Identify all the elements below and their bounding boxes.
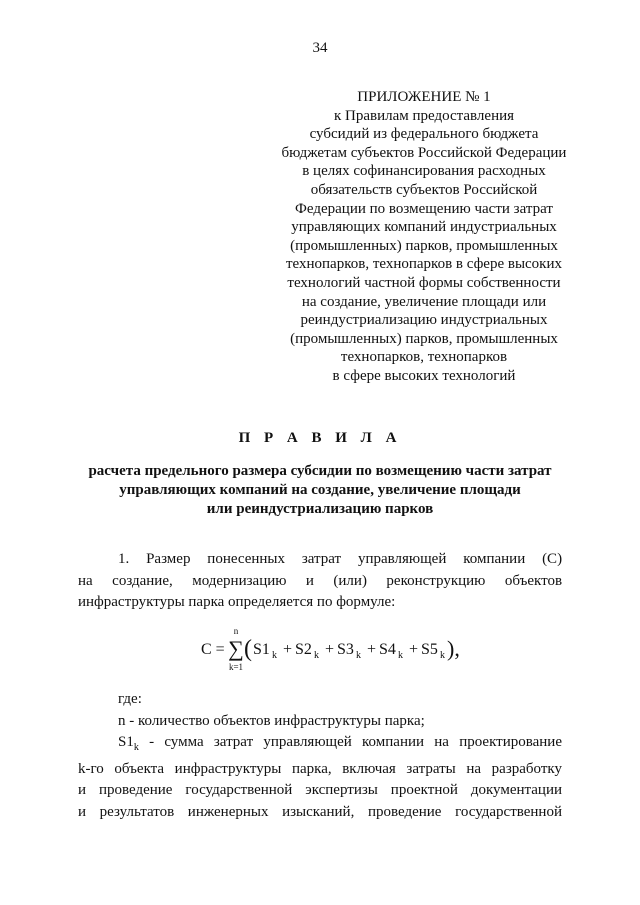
formula-sum-lower: k=1 [228,662,244,672]
appendix-line: (промышленных) парков, промышленных [290,330,558,347]
s1-definition-line-2: k-го объекта инфраструктуры парка, включая затраты на разработку [78,760,562,777]
appendix-line: на создание, увеличение площади или [301,293,547,310]
s1-symbol [118,734,139,753]
appendix-line: управляющих компаний индустриальных [291,219,557,236]
formula-plus: + [409,641,419,658]
appendix-header [262,88,586,386]
word: управляющей [357,551,447,567]
formula-subscript: k [272,650,277,661]
s1-definition-text: - сумма затрат управляющей компании на проектирование [138,734,562,750]
word: понесенных [207,551,286,567]
paragraph-1 [78,549,562,614]
word: модернизацию [192,572,287,589]
formula-subscript: k [314,650,319,661]
formula-plus: + [283,641,293,658]
formula-sum-upper: n [233,626,239,636]
word: объектов [504,572,563,589]
formula-term-s1: S1 [253,641,270,658]
rules-subtitle [60,462,580,519]
appendix-line: в сфере высоких технологий [332,367,516,384]
definitions [78,689,562,823]
paragraph-1-line-1 [78,549,562,571]
formula-term-s4: S4 [379,641,396,658]
formula-plus: + [325,641,335,658]
s1-symbol-sub: k [133,742,139,753]
word: реконструкцию [386,572,486,589]
appendix-line: технологий частной формы собственности [287,274,561,291]
formula-sum-symbol: ∑ [228,636,244,661]
formula-lhs: С = [201,641,225,658]
word: создание, [112,572,173,589]
appendix-line: (промышленных) парков, промышленных [290,237,558,254]
formula-open-paren: ( [244,636,252,662]
appendix-line: технопарков, технопарков [340,349,508,366]
appendix-line: к Правилам предоставления [333,107,515,124]
formula [0,626,640,676]
s1-definition-line-1 [78,732,562,759]
formula-subscript: k [356,650,361,661]
formula-plus: + [367,641,377,658]
formula-term-s5: S5 [421,641,438,658]
n-definition: n - количество объектов инфраструктуры парка; [118,712,425,729]
formula-term-s2: S2 [295,641,312,658]
word: компании [463,551,526,567]
rules-subtitle-line: управляющих компаний на создание, увеличение площади [119,482,521,498]
appendix-line: Федерации по возмещению части затрат [295,200,553,217]
appendix-line: технопарков, технопарков в сфере высоких [285,256,562,273]
appendix-line: обязательств субъектов Российской [310,181,538,198]
word: и (или) [305,572,367,589]
appendix-line: ПРИЛОЖЕНИЕ № 1 [357,89,491,105]
formula-subscript: k [398,650,403,661]
word: 1. Размер [118,551,191,567]
appendix-line: в целях софинансирования расходных [302,163,546,180]
rules-subtitle-line: расчета предельного размера субсидии по возмещению части затрат [88,463,552,479]
page-number: 34 [312,40,328,56]
formula-close: ), [447,636,460,661]
where-label: где: [118,691,142,707]
rules-subtitle-line: или реиндустриализацию парков [206,501,434,517]
appendix-line: бюджетам субъектов Российской Федерации [281,144,567,161]
word: на [78,572,93,589]
appendix-line: субсидий из федерального бюджета [309,126,539,143]
appendix-line: реиндустриализацию индустриальных [300,312,548,329]
s1-definition-line-3: и проведение государственной экспертизы проектной документации [78,782,562,798]
s1-symbol-main: S1 [118,734,134,750]
formula-svg [0,626,640,676]
formula-subscript: k [440,650,445,661]
paragraph-1-line-3: инфраструктуры парка определяется по формуле: [78,594,396,610]
word: (С) [542,551,563,567]
formula-term-s3: S3 [337,641,354,658]
rules-title: П Р А В И Л А [238,430,402,446]
word: затрат [301,551,342,567]
paragraph-1-line-2 [78,571,562,593]
s1-definition-line-4: и результатов инженерных изысканий, проведение государственной [78,803,562,820]
